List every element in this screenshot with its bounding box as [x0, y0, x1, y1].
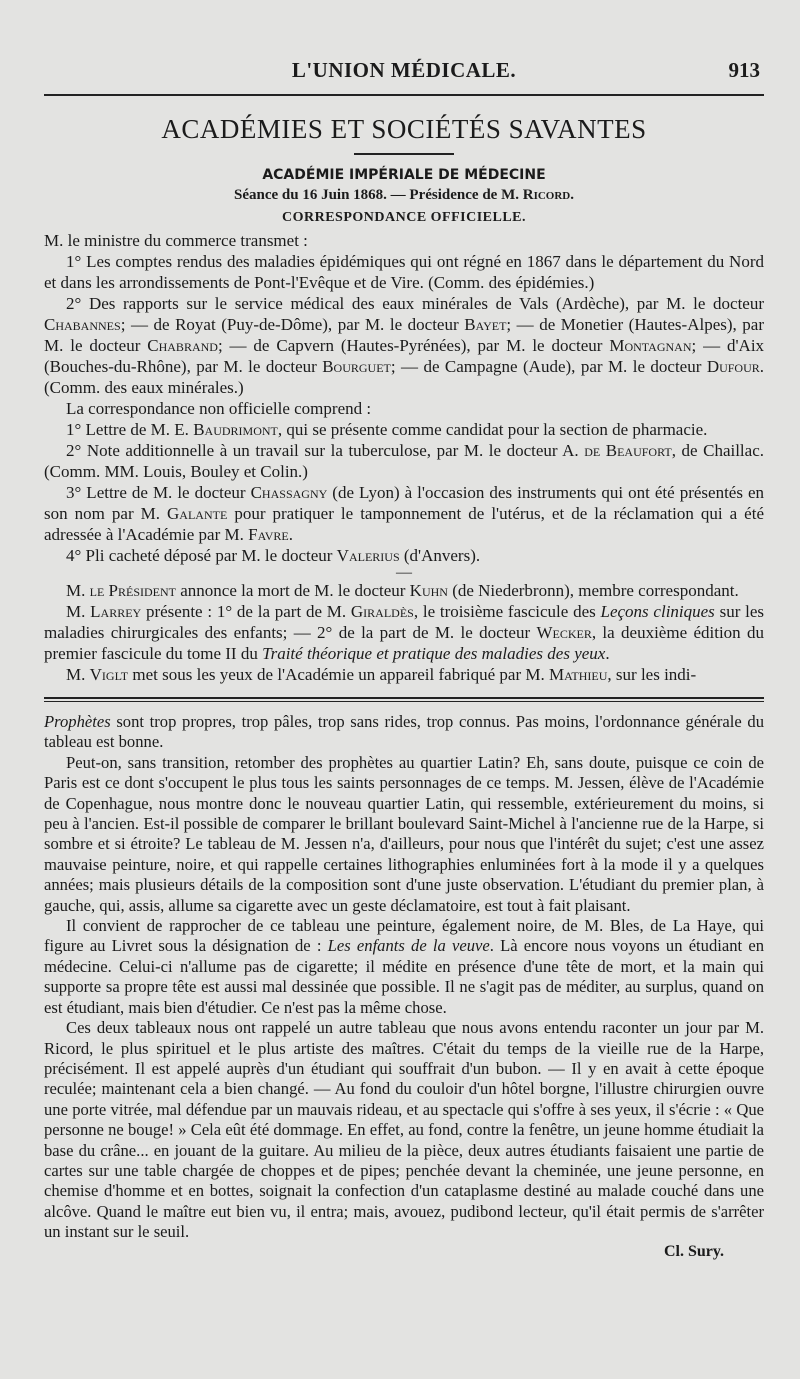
paragraph-letter1: 1° Lettre de M. E. Baudrimont, qui se présente comme candidat pour la section de pharmacie.	[66, 420, 708, 439]
title-rule	[354, 153, 454, 155]
running-head	[44, 58, 764, 94]
paragraph-letter4: 4° Pli cacheté déposé par M. le docteur Valerius (d'Anvers).	[66, 546, 481, 565]
journal-title: L'UNION MÉDICALE.	[291, 58, 517, 82]
paragraph-viglt: M. Viglt met sous les yeux de l'Académie un appareil fabriqué par M. Mathieu, sur les indi-	[66, 665, 697, 684]
paragraph-item1: 1° Les comptes rendus des maladies épidémiques qui ont régné en 1867 dans le département du Nord et dans les arrondissements de Pont-l'Evêque et de Vire. (Comm. des épidémies.)	[44, 252, 764, 292]
paragraph-item2: 2° Des rapports sur le service médical des eaux minérales de Vals (Ardèche), par M. le docteur Chabannes; — de Royat (Puy-de-Dôme), par M. le docteur Bayet; — de Monetier (Hautes-Alpes), par M. le docteur Chabrand; — de Capvern (Hautes-Pyrénées), par M. le docteur Montagnan; — d'Aix (Bouches-du-Rhône), par M. le docteur Bourguet; — de Campagne (Aude), par M. le docteur Dufour. (Comm. des eaux minérales.)	[44, 294, 765, 397]
signature: Cl. Sury.	[663, 1242, 724, 1260]
section-title: ACADÉMIES ET SOCIÉTÉS SAVANTES	[161, 114, 647, 144]
seance-line: Séance du 16 Juin 1868. — Présidence de M. Ricord.	[233, 187, 574, 203]
correspondance-heading: CORRESPONDANCE OFFICIELLE.	[281, 210, 527, 225]
feuilleton-paragraph-2: Peut-on, sans transition, retomber des prophètes au quartier Latin? Eh, sans doute, puisque ce coin de Paris est ce dont s'occupent le plus tous les saints personnages de ce temps. M. Jessen, élève de l'Académie de Copenhague, nous montre donc le nouveau quartier Latin, qui ressemble, extérieurement du moins, si peu à l'ancien. Est-il possible de comparer le brillant boulevard Saint-Michel à l'ancienne rue de la Harpe, si sombre et si étroite? Le tableau de M. Jessen n'a, d'ailleurs, pour nous que l'intérêt du sujet; c'est une assez mauvaise peinture, noire, et qui rappelle certaines lithographies enluminées fort à la mode il y a quelques années; mais plusieurs détails de la composition sont d'une juste observation. L'étudiant du premier plan, à gauche, qui, assis, allume sa cigarette avec un geste déclamatoire, est tout à fait plaisant.	[44, 752, 764, 915]
header-rule	[44, 94, 764, 96]
feuilleton-rule	[44, 697, 764, 702]
feuilleton-paragraph-3: Il convient de rapprocher de ce tableau une peinture, également noire, de M. Bles, de La Haye, qui figure au Livret sous la désignation de : Les enfants de la veuve. Là encore nous voyons un étudiant en médecine. Celui-ci n'allume pas de cigarette; il médite en présence d'une tête de mort, et la main qui supporte sa propre tête est aussi mal dessinée que possible. Il ne s'agit pas de méditer, au surplus, quand on est étudiant, mais bien d'étudier. Ce n'est pas la même chose.	[44, 916, 765, 1017]
non-officielle-intro: La correspondance non officielle comprend :	[66, 399, 372, 418]
paragraph-letter2: 2° Note additionnelle à un travail sur la tuberculose, par M. le docteur A. de Beaufort, de Chaillac. (Comm. MM. Louis, Bouley et Colin.)	[44, 441, 764, 481]
paragraph-letter3: 3° Lettre de M. le docteur Chassagny (de Lyon) à l'occasion des instruments qui ont été présentés en son nom par M. Galante pour pratiquer le tamponnement de l'utérus, et de la réclamation qui a été adressée à l'Académie par M. Favre.	[44, 483, 765, 544]
dash-separator: —	[396, 564, 412, 581]
feuilleton-paragraph-4: Ces deux tableaux nous ont rappelé un autre tableau que nous avons entendu raconter un jour par M. Ricord, le plus spirituel et le plus artiste des maîtres. C'était du temps de la vieille rue de la Harpe, précisément. Il est appelé auprès d'un étudiant qui souffrait d'un bubon. — Il y en avait à cette époque reculée; maintenant cela a bien changé. — Au fond du couloir d'un hôtel borgne, l'illustre chirurgien ouvre une porte vitrée, mal défendue par un mauvais rideau, et au spectacle qui s'offre à ses yeux, il s'écrie : « Que personne ne bouge! » Cela eût été dommage. En effet, au fond, contre la fenêtre, un jeune homme étudiait la base du crâne... en jouant de la guitare. Au milieu de la pièce, deux autres étudiants faisaient une partie de cartes sur une table chargée de choppes et de pipes; penchée devant la cheminée, une jeune personne, en chemise d'homme et en bottes, soignait la confection d'un cataplasme destiné au malade couché dans une alcôve. Quand le maître eut bien vu, il entra; mais, avouez, pudibond lecteur, qu'il était permis de s'arrêter un instant sur le seuil.	[44, 1018, 764, 1242]
academy-heading: ACADÉMIE IMPÉRIALE DE MÉDECINE	[262, 167, 546, 183]
feuilleton-paragraph-1: Prophètes sont trop propres, trop pâles, trop sans rides, trop connus. Pas moins, l'ordonnance générale du tableau est bonne.	[44, 712, 764, 752]
paragraph-president: M. le Président annonce la mort de M. le docteur Kuhn (de Niederbronn), membre correspondant.	[66, 581, 739, 600]
paragraph-larrey: M. Larrey présente : 1° de la part de M. Giraldès, le troisième fascicule des Leçons cliniques sur les maladies chirurgicales des enfants; — 2° de la part de M. le docteur Wecker, la deuxième édition du premier fascicule du tome II du Traité théorique et pratique des maladies des yeux.	[44, 602, 765, 663]
page-number: 913	[728, 58, 760, 82]
feuilleton	[44, 712, 764, 1261]
minister-intro: M. le ministre du commerce transmet :	[44, 231, 308, 250]
